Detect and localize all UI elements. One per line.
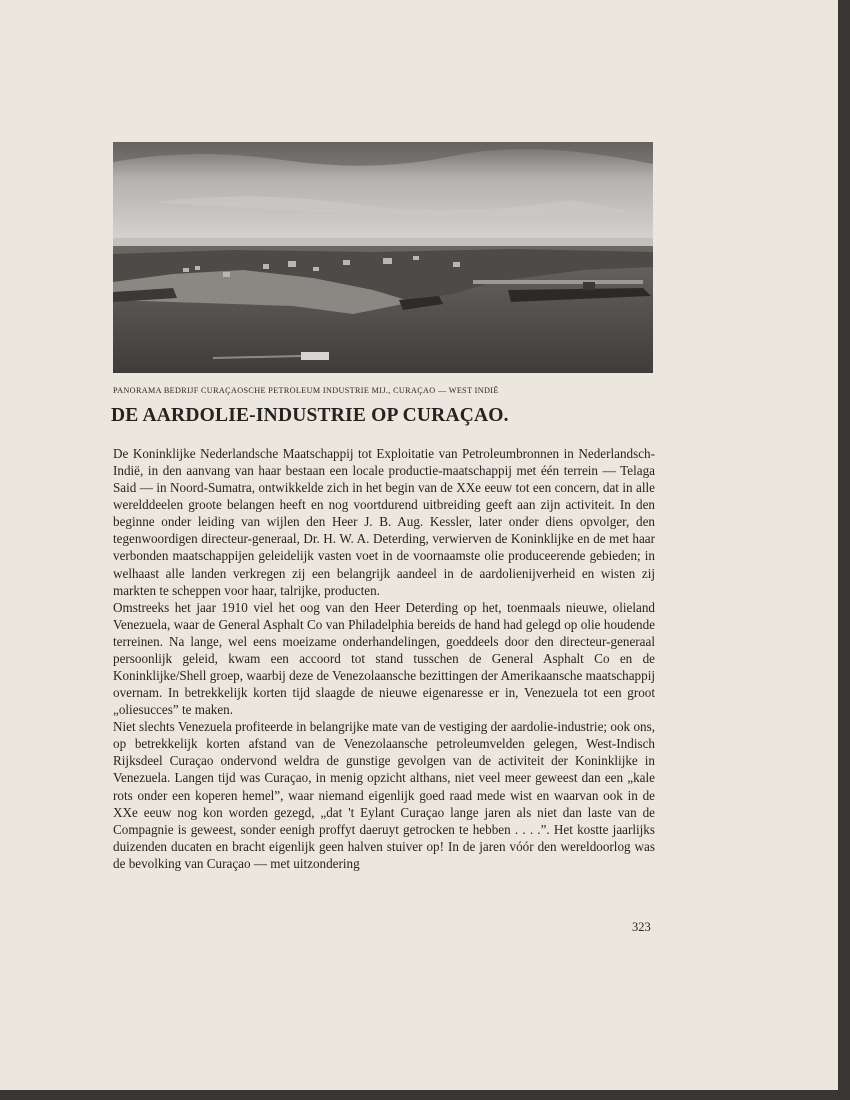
panorama-photo xyxy=(113,142,653,373)
paragraph: Niet slechts Venezuela profiteerde in belangrijke mate van de vestiging der aardolie-industrie; ook ons, op betrekkelijk korten afstand van de Venezolaansche petroleumvelden gelegen, West-Indisch Rijksdeel Curaçao ondervond weldra de gunstige gevolgen van de activiteit der Koninklijke in Venezuela. Langen tijd was Curaçao, in menig opzicht althans, niet veel meer geweest dan een „kale rots onder een koperen hemel”, waar niemand eigenlijk goed raad mede wist en waarvan ook in de XXe eeuw nog kon worden gezegd, „dat 't Eylant Curaçao lange jaren als niet dan laste van de Compagnie is geweest, sonder eenigh proffyt daeruyt getrocken te hebben . . . .”. Het kostte jaarlijks duizenden ducaten en bracht eigenlijk geen halven stuiver op! In de jaren vóór den wereldoorlog was de bevolking van Curaçao — met uitzondering xyxy=(113,719,655,871)
boat xyxy=(301,352,329,360)
page-number: 323 xyxy=(632,920,651,934)
paragraph: De Koninklijke Nederlandsche Maatschappij tot Exploitatie van Petroleumbronnen in Nederlandsch-Indië, in den aanvang van haar bestaan een locale productie-maatschappij met één terrein — Telaga Said — in Noord-Sumatra, ontwikkelde zich in het begin van de XXe eeuw tot een concern, dat in alle werelddeelen groote belangen heeft en nog voortdurend uitbreiding geeft aan zijn activiteit. In den beginne onder leiding van wijlen den Heer J. B. Aug. Kessler, later onder diens opvolger, den tegenwoordigen directeur-generaal, Dr. H. W. A. Deterding, verwierven de Koninklijke en de met haar verbonden maatschappijen geleidelijk vasten voet in de voornaamste olie produceerende gebieden; in welhaast alle landen verkregen zij een belangrijk aandeel in de aardolienijverheid en wisten zij markten te scheppen voor haar, talrijke, producten. xyxy=(113,446,655,598)
pier xyxy=(473,280,643,284)
paragraph: Omstreeks het jaar 1910 viel het oog van den Heer Deterding op het, toenmaals nieuwe, olieland Venezuela, waar de General Asphalt Co van Philadelphia bereids de hand had gelegd op olie houdende terreinen. Na lange, wel eens moeizame onderhandelingen, goeddeels door den directeur-generaal persoonlijk geleid, kwam een accoord tot stand tusschen de General Asphalt Co en de Koninklijke/Shell groep, waarbij deze de Venezolaansche bezittingen der Amerikaansche maatschappij overnam. In betrekkelijk korten tijd slaagde de nieuwe eigenaresse er in, Venezuela tot een groot „oliesucces” te maken. xyxy=(113,599,655,718)
article-body xyxy=(113,445,655,872)
tanker-superstructure xyxy=(583,282,595,290)
article-title: DE AARDOLIE-INDUSTRIE OP CURAÇAO. xyxy=(111,405,509,426)
photo-caption: PANORAMA BEDRIJF CURAÇAOSCHE PETROLEUM INDUSTRIE MIJ., CURAÇAO — WEST INDIË xyxy=(113,386,499,395)
